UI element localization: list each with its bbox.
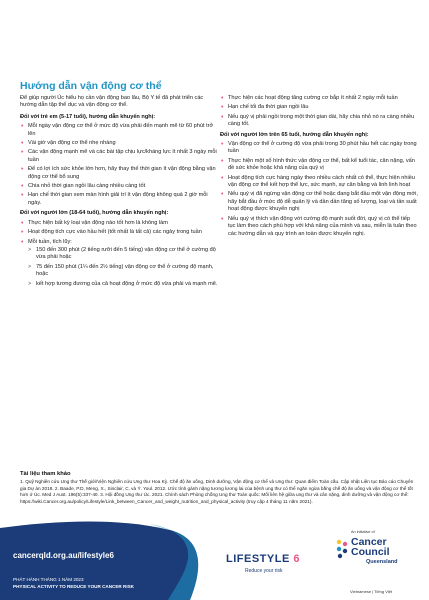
lifestyle6-logo [226, 553, 300, 565]
list-item: • Hạn chế tối đa thời gian ngồi lâu [220, 104, 418, 111]
intro-text: Để giúp người Úc hiểu họ cần vận động bao lâu, Bộ Y tế đã phát triển các hướng dẫn tập thể dục và vận động cơ thể. [20, 95, 204, 109]
cc-name-2: Council [351, 546, 390, 558]
document-subtitle: PHYSICAL ACTIVITY TO REDUCE YOUR CANCER RISK [13, 584, 134, 589]
children-heading: Đối với trẻ em (5-17 tuổi), hướng dẫn khuyến nghị: [20, 113, 156, 120]
sub-item: > 150 đến 300 phút (2 tiếng rưỡi đến 5 tiếng) vận động cơ thể ở cường độ vừa phải hoặc [28, 247, 218, 262]
references-text: 1. Quỹ Nghiên cứu Ung thư Thế giới/Viện Nghiên cứu Ung thư Hoa Kỳ. Chế độ ăn uống, Dinh dưỡng, Vận động cơ thể và Ung thư: Quan điểm Toàn cầu. Cập nhật Liên tục Báo cáo Chuyên gia Dự án 2018. 2. Baade, P.D, Meng, X., Sinclair, C. và Ý. Youl. 2012. Ước tính gánh nặng tương lương lai của bệnh ung thư có thể ngăn ngừa bằng chế độ ăn uống và vận động cơ thể tốt hơn ở Úc. Med J Aust. 196(5):337-40. 3. Hội đồng Ung thư Úc. 2021. Chính sách Phòng chống Ung thư Toàn quốc: Mối liên hệ giữa ung thư và cân nặng, dinh dưỡng và vận động cơ thể: https://wiki.Cancer.org.au/policy/Lifestyle/Link_between_Cancer_and_weight_nutrition_and_physical_activity (truy cập 4 tháng 11 năm 2021). [20, 479, 414, 504]
weekly-sublist [28, 247, 218, 288]
sub-item: > kết hợp tương đương của cả hoạt động ở mức độ vừa phải và mạnh mẽ. [28, 281, 218, 288]
references [20, 471, 415, 505]
language-label: Vietnamese | Tiếng Việt [350, 589, 393, 594]
list-item: • Hạn chế thời gian xem màn hình giải trí ít vận động không quá 2 giờ mỗi ngày. [20, 192, 218, 207]
seniors-list [220, 141, 418, 238]
list-item: • Để có lợi ích sức khỏe lớn hơn, hãy thay thế thời gian ít vận động bằng vận động cơ thể bổ sung [20, 166, 218, 181]
cancer-council-logo [351, 537, 390, 557]
adults-heading: Đối với người lớn (18-64 tuổi), hướng dẫn khuyến nghị: [20, 210, 169, 217]
issue-date: PHÁT HÀNH THÁNG 1 NĂM 2023 [13, 577, 84, 582]
cc-name-1: Cancer [351, 536, 387, 548]
weekly-label: Mỗi tuần, tích lũy: [28, 238, 72, 245]
list-item: • Hoạt động tích cực hàng ngày theo nhiều cách nhất có thể, thực hiện nhiều vận động cơ thể kết hợp thể lực, sức mạnh, sự cân bằng và linh linh hoạt [220, 175, 418, 190]
list-item: • Vận động cơ thể ở cường độ vừa phải trong 30 phút hầu hết các ngày trong tuần [220, 141, 418, 156]
list-item: • Thực hiện một số hình thức vận động cơ thể, bất kể tuổi tác, cân nặng, vấn đề sức khỏe hoặc khả năng của quý vị [220, 158, 418, 173]
list-item: • Hoạt động tích cực vào hầu hết (tốt nhất là tất cả) các ngày trong tuần [20, 229, 218, 236]
adults-continued-list [220, 95, 418, 129]
adults-list [20, 220, 218, 288]
right-column [220, 95, 418, 241]
website-link[interactable]: cancerqld.org.au/lifestyle6 [13, 551, 114, 560]
lifestyle-word: LIFESTYLE [226, 553, 290, 565]
sub-item: > 75 đến 150 phút (1¼ đến 2½ tiếng) vận động cơ thể ở cường độ mạnh, hoặc [28, 264, 218, 279]
references-heading: Tài liệu tham khảo [20, 471, 71, 477]
list-item: • Mỗi ngày vận động cơ thể ở mức độ vừa phải đến mạnh mẽ từ 60 phút trở lên [20, 123, 218, 138]
initiative-label: An initiative of [351, 530, 375, 534]
seniors-heading: Đối với người lớn trên 65 tuổi, hướng dẫn khuyến nghị: [220, 131, 369, 138]
children-list [20, 123, 218, 207]
list-item: • Thực hiện bất kỳ loại vận động nào tốt hơn là không làm [20, 220, 218, 227]
six-mark: 6 [293, 553, 300, 565]
cancer-council-region: Queensland [366, 559, 398, 565]
list-item: • Vài giờ vận động cơ thể nhẹ nhàng [20, 140, 218, 147]
list-item: • Nếu quý vị đã ngừng vận động cơ thể hoặc đang bắt đầu một vận động mới, hãy bắt đầu ở mức độ dễ quản lý và dần dần tăng số lượng, loại và tần suất hoạt động được khuyến nghị [220, 191, 418, 213]
page-title: Hướng dẫn vận động cơ thể [20, 80, 162, 92]
cancer-council-dots-icon [335, 538, 349, 562]
list-item: • Thực hiện các hoạt động tăng cường cơ bắp ít nhất 2 ngày mỗi tuần [220, 95, 418, 102]
list-item: • Các vận động mạnh mẽ và các bài tập chịu lực/kháng lực ít nhất 3 ngày mỗi tuần [20, 149, 218, 164]
lifestyle-tagline: Reduce your risk [245, 568, 283, 574]
list-item: • Chia nhỏ thời gian ngồi lâu càng nhiều càng tốt [20, 183, 218, 190]
list-item [20, 239, 218, 288]
list-item: • Nếu quý vị thích vận động với cường độ mạnh suốt đời, quý vị có thể tiếp tục làm theo cách phù hợp với khả năng của mình và sau, miễn là tuân theo các hướng dẫn và quy trình an toàn được khuyến nghị. [220, 216, 418, 238]
left-column [20, 95, 218, 291]
list-item: • Nếu quý vị phải ngồi trong một thời gian dài, hãy chia nhỏ nó ra càng nhiều càng tốt. [220, 114, 418, 129]
